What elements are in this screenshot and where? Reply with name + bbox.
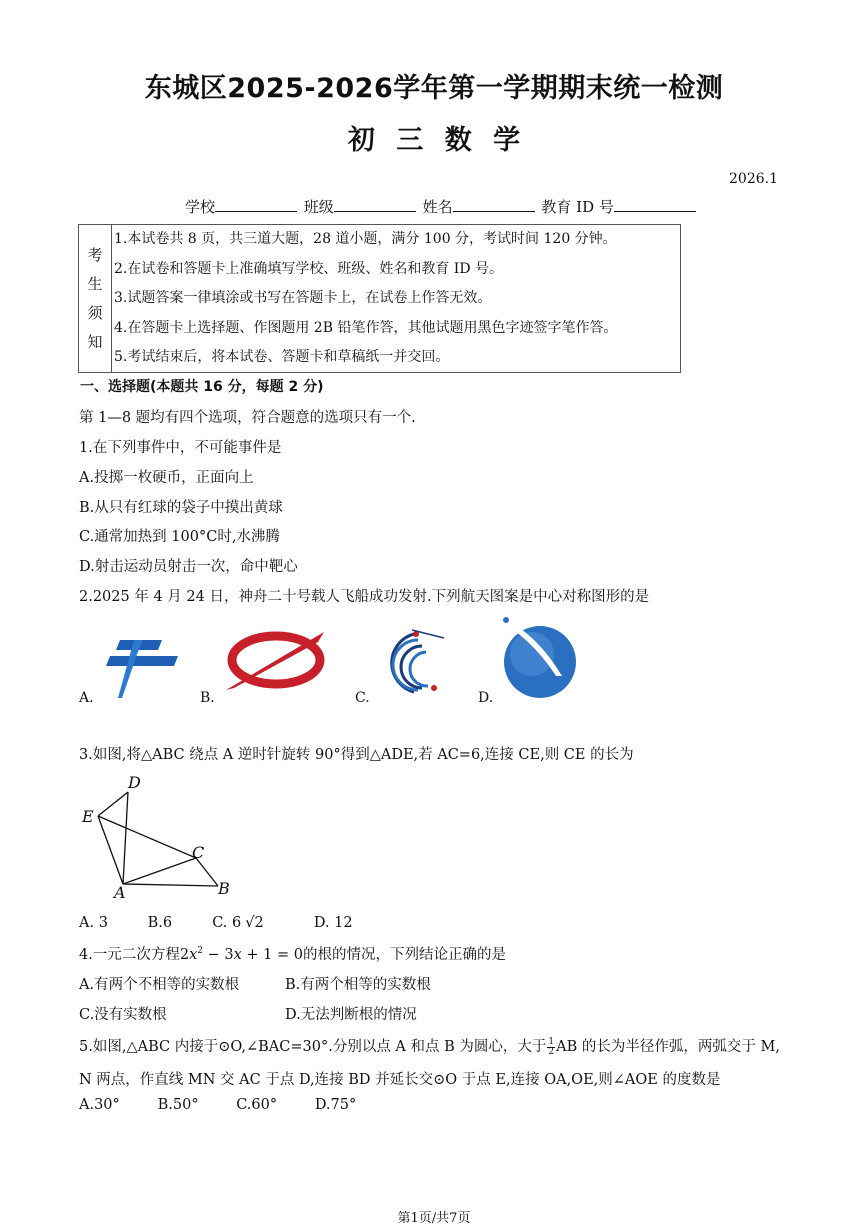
q2-stem: 2.2025 年 4 月 24 日，神舟二十号载人飞船成功发射.下列航天图案是中心对称图形的是 <box>79 589 650 605</box>
q4-stem-after: 的根的情况，下列结论正确的是 <box>302 947 506 963</box>
q3-option-c[interactable]: C. 6 <box>212 915 242 931</box>
q1-option-a[interactable]: A.投掷一枚硬币，正面向上 <box>79 470 254 486</box>
q5-stem-line1 <box>79 1035 780 1057</box>
field-id-blank[interactable] <box>614 197 696 212</box>
subtitle-char: 初 <box>347 125 375 156</box>
q5-option-d[interactable]: D.75° <box>314 1097 357 1113</box>
notice-item: 2.在试卷和答题卡上准确填写学校、班级、姓名和教育 ID 号。 <box>114 261 504 277</box>
point-label-c: C <box>192 843 205 862</box>
exam-date: 2026.1 <box>729 171 778 187</box>
q3-option-c-radical: √2 <box>245 915 264 931</box>
candidate-notice-box <box>78 224 681 373</box>
section-instruction: 第 1—8 题均有四个选项，符合题意的选项只有一个. <box>79 410 416 426</box>
subtitle-char: 三 <box>396 125 424 156</box>
q4-option-c[interactable]: C.没有实数根 <box>79 1007 167 1023</box>
q3-option-d[interactable]: D. 12 <box>313 915 353 931</box>
q5-stem-line2: N 两点，作直线 MN 交 AC 于点 D,连接 BD 并延长交⊙O 于点 E,连接 OA,OE,则∠AOE 的度数是 <box>79 1072 721 1088</box>
notice-side-char: 须 <box>87 303 103 322</box>
q4-option-d[interactable]: D.无法判断根的情况 <box>285 1007 417 1023</box>
q4-option-a[interactable]: A.有两个不相等的实数根 <box>79 977 240 993</box>
student-info-fields <box>185 196 698 217</box>
q1-option-c[interactable]: C.通常加热到 100°C时,水沸腾 <box>79 529 280 545</box>
eq-part: 2 <box>197 946 203 957</box>
notice-side-char: 考 <box>87 245 103 264</box>
notice-side-char: 知 <box>87 332 103 351</box>
field-id-label: 教育 ID 号 <box>541 198 614 216</box>
eq-part: x <box>189 947 198 963</box>
q5-option-b[interactable]: B.50° <box>157 1097 199 1113</box>
frac-denominator: 2 <box>548 1046 555 1057</box>
notice-item: 3.试题答案一律填涂或书写在答题卡上，在试卷上作答无效。 <box>114 290 492 306</box>
point-label-e: E <box>82 807 94 826</box>
q3-options <box>79 915 353 931</box>
point-label-a: A <box>114 883 126 900</box>
q5-line1-before: 5.如图,△ABC 内接于⊙O,∠BAC=30°.分别以点 A 和点 B 为圆心，大于 <box>79 1039 547 1055</box>
subtitle-char: 学 <box>493 125 521 156</box>
logo-a-image <box>100 632 182 702</box>
subtitle-char: 数 <box>444 125 472 156</box>
field-school-blank[interactable] <box>215 197 297 212</box>
frac-numerator: 1 <box>548 1036 555 1047</box>
q4-equation <box>180 947 303 963</box>
q2-option-a-label[interactable]: A. <box>79 690 94 706</box>
logo-c-image <box>374 626 446 698</box>
field-school-label: 学校 <box>185 198 216 216</box>
point-label-d: D <box>128 773 141 792</box>
field-name-label: 姓名 <box>422 198 453 216</box>
q3-stem: 3.如图,将△ABC 绕点 A 逆时针旋转 90°得到△ADE,若 AC=6,连接 CE,则 CE 的长为 <box>79 747 634 763</box>
exam-subtitle <box>0 118 868 157</box>
q4-stem-before: 4.一元二次方程 <box>79 947 180 963</box>
q3-option-a[interactable]: A. 3 <box>79 915 108 931</box>
eq-part: x <box>233 947 242 963</box>
field-class-blank[interactable] <box>334 197 416 212</box>
page-footer: 第1页/共7页 <box>397 1211 471 1226</box>
q5-option-c[interactable]: C.60° <box>236 1097 278 1113</box>
exam-title: 东城区2025-2026学年第一学期期末统一检测 <box>144 73 724 104</box>
q1-option-b[interactable]: B.从只有红球的袋子中摸出黄球 <box>79 500 283 516</box>
q5-fraction <box>547 1038 555 1057</box>
field-class-label: 班级 <box>303 198 334 216</box>
field-name-blank[interactable] <box>453 197 535 212</box>
q3-figure <box>78 772 238 900</box>
eq-part: − 3 <box>203 947 234 963</box>
notice-side-char: 生 <box>87 274 103 293</box>
q4-option-b[interactable]: B.有两个相等的实数根 <box>285 977 431 993</box>
notice-item: 4.在答题卡上选择题、作图题用 2B 铅笔作答，其他试题用黑色字迹签字笔作答。 <box>114 320 618 336</box>
q2-option-d-label[interactable]: D. <box>478 690 494 706</box>
q3-option-b[interactable]: B.6 <box>147 915 173 931</box>
q2-option-c-label[interactable]: C. <box>355 690 370 706</box>
q5-line1-after: AB 的长为半径作弧，两弧交于 M, <box>556 1039 780 1055</box>
notice-side-label <box>79 225 112 372</box>
point-label-b: B <box>218 879 230 898</box>
eq-part: 2 <box>179 947 190 963</box>
logo-d-image <box>498 614 582 700</box>
eq-part: + 1 = 0 <box>241 947 303 963</box>
q2-option-b-label[interactable]: B. <box>200 690 215 706</box>
q4-stem <box>79 943 506 964</box>
q5-options <box>79 1097 356 1113</box>
section-heading: 一、选择题(本题共 16 分，每题 2 分) <box>80 379 324 395</box>
q1-stem: 1.在下列事件中，不可能事件是 <box>79 440 282 456</box>
logo-b-image <box>220 626 332 694</box>
notice-item: 5.考试结束后，将本试卷、答题卡和草稿纸一并交回。 <box>114 349 450 365</box>
notice-item: 1.本试卷共 8 页，共三道大题，28 道小题，满分 100 分，考试时间 120 分钟。 <box>114 231 617 247</box>
q1-option-d[interactable]: D.射击运动员射击一次，命中靶心 <box>79 559 298 575</box>
q5-option-a[interactable]: A.30° <box>79 1097 120 1113</box>
